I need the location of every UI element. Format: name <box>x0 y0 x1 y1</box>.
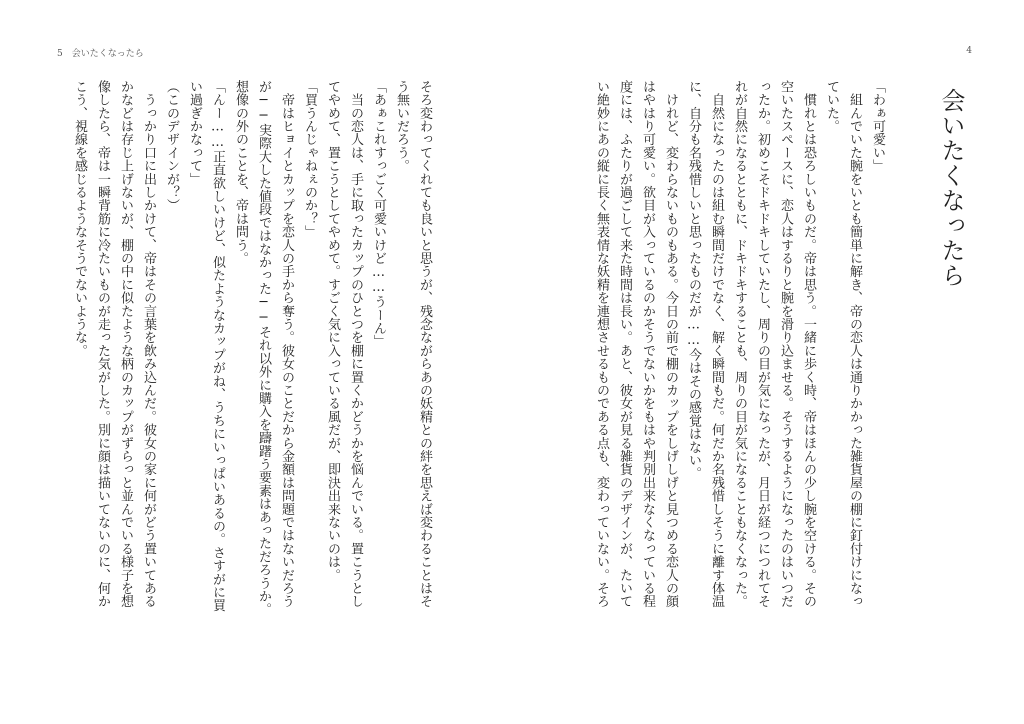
right-page-number: 4 <box>966 46 972 56</box>
text-line: 「わぁ可愛い」 <box>870 80 885 173</box>
text-line: はやはり可愛い。欲目が入っているのかそうでないかをもはや判別出来なくなっている程 <box>640 80 655 608</box>
text-line: 像したら、帝は一瞬背筋に冷たいものが走った気がした。別に顔は描いてないのに、何か <box>95 80 110 608</box>
text-line: ていた。 <box>824 80 839 133</box>
text-line: れが自然になるとともに、ドキドキすることも、周りの目が気になることもなくなった。 <box>732 80 747 608</box>
chapter-title: 会いたくなったら <box>937 88 965 288</box>
text-line: 帝はヒョイとカップを恋人の手から奪う。彼女のことだから金額は問題ではないだろう <box>279 80 294 608</box>
text-line: 想像の外のことを、帝は問う。 <box>233 80 248 265</box>
text-line: が──実際大した値段ではなかった──それ以外に購入を躊躇う要素はあっただろうか。 <box>256 80 271 616</box>
text-line: かなどは存じ上げないが、棚の中に似たような柄のカップがずらっと並んでいる様子を想 <box>118 80 133 608</box>
text-line: てやめて、置こうとしてやめて。すごく気に入っている風だが、即決出来ないのは。 <box>325 80 340 582</box>
text-line: 組んでいた腕をいとも簡単に解き、帝の恋人は通りかかった雑貨屋の棚に釘付けになっ <box>847 80 862 608</box>
text-line: うっかり口に出しかけて、帝はその言葉を飲み込んだ。彼女の家に何がどう置いてある <box>141 80 156 608</box>
text-line: こう、視線を感じるようなそうでないような。 <box>72 80 87 358</box>
text-line: い過ぎかなって」 <box>187 80 202 186</box>
text-line: けれど、変わらないものもある。今日の前で棚のカップをしげしげと見つめる恋人の顔 <box>663 80 678 608</box>
right-page-text <box>594 80 889 700</box>
text-line: そろ変わってくれても良いと思うが、残念ながらあの妖精との絆を思えば変わることはそ <box>417 80 432 608</box>
text-line: 空いたスペースに、恋人はするりと腕を滑り込ませる。そうするようになったのはいつだ <box>778 80 793 608</box>
left-page-text <box>72 80 436 700</box>
right-page <box>512 0 1024 724</box>
text-line: 「あぁこれすっごく可愛いけど……うーん」 <box>371 80 386 348</box>
text-line: 自然になったのは組む瞬間だけでなく、解く瞬間もだ。何だか名残惜しそうに離す体温 <box>709 80 724 608</box>
text-line: い絶妙にあの縦に長く無表情な妖精を連想させるものである点も、変わっていない。そろ <box>594 80 609 608</box>
text-line: う無いだろう。 <box>394 80 409 173</box>
left-page-header: 5 会いたくなったら <box>57 49 144 59</box>
text-line: 「んー……正直欲しいけど、似たようなカップがね、うちにいっぱいあるの。さすがに買 <box>210 80 225 612</box>
text-line: に、自分も名残惜しいと思ったものだが……今はその感覚はない。 <box>686 80 701 480</box>
text-line: 慣れとは恐ろしいものだ。帝は思う。一緒に歩く時、帝はほんの少し腕を空ける。その <box>801 80 816 608</box>
text-line: 「買うんじゃねぇのか？」 <box>302 80 317 239</box>
text-line: 当の恋人は、手に取ったカップのひとつを棚に置くかどうかを悩んでいる。置こうとし <box>348 80 363 608</box>
text-line: ったか。初めこそドキドキしていたし、周りの目が気になったが、月日が経つにつれてそ <box>755 80 770 608</box>
text-line: 度には、ふたりが過ごして来た時間は長い。あと、彼女が見る雑貨のデザインが、たいて <box>617 80 632 608</box>
text-line: （このデザインが？） <box>164 80 179 212</box>
